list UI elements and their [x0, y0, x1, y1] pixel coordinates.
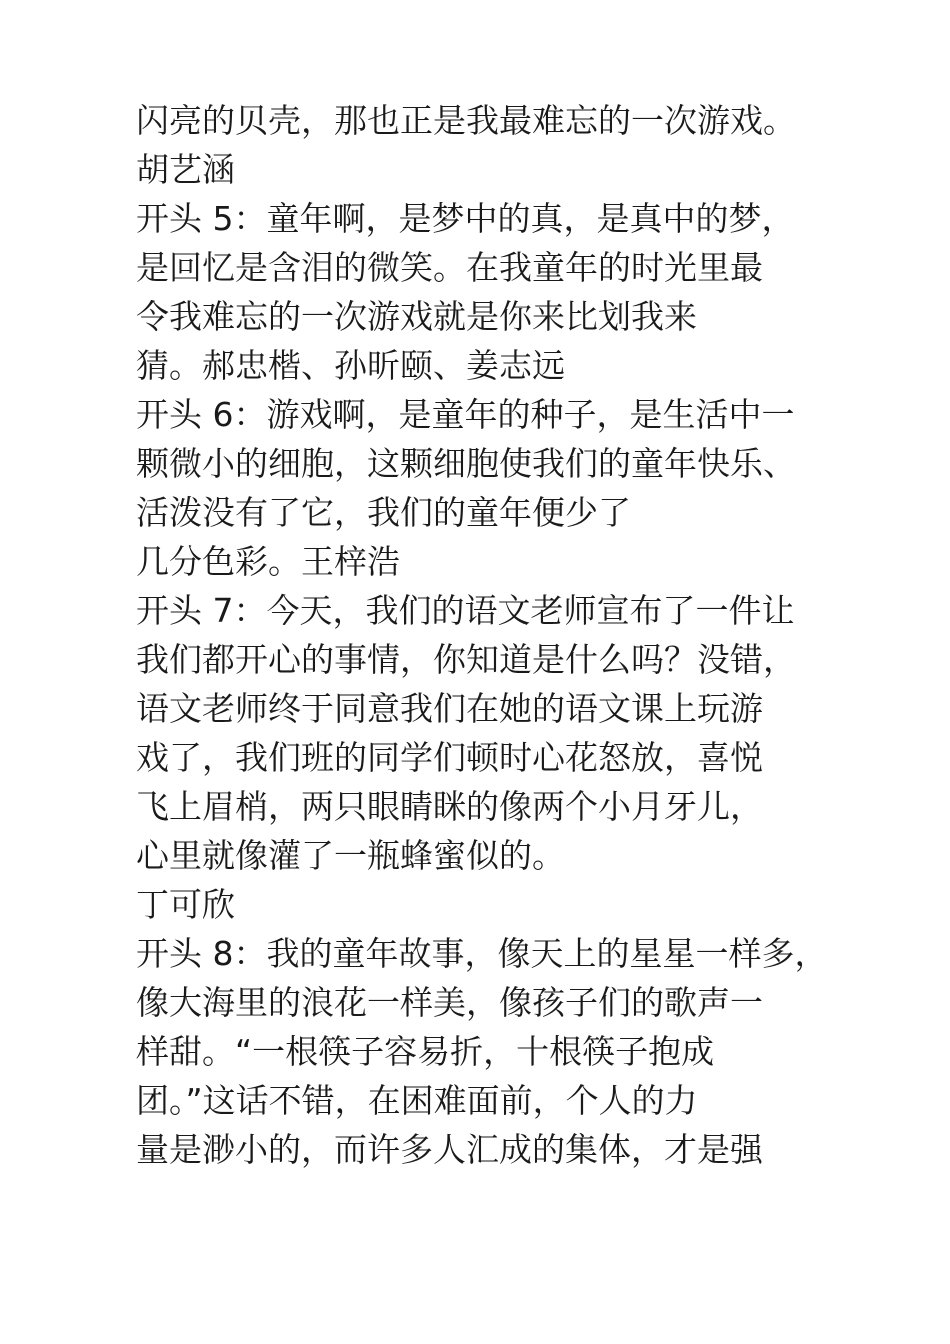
text-line: 样甜。“一根筷子容易折，十根筷子抱成	[136, 1032, 715, 1071]
text-line: 猜。郝忠楷、孙昕颐、姜志远	[136, 346, 565, 385]
text-line: 我们都开心的事情，你知道是什么吗？没错，	[136, 640, 796, 679]
text-line: 像大海里的浪花一样美，像孩子们的歌声一	[136, 983, 763, 1022]
text-line: 戏了，我们班的同学们顿时心花怒放，喜悦	[136, 738, 763, 777]
text-line: 颗微小的细胞，这颗细胞使我们的童年快乐、	[136, 444, 796, 483]
author-line: 丁可欣	[136, 885, 235, 924]
text-line: 开头 7：今天，我们的语文老师宣布了一件让	[136, 591, 795, 630]
text-line: 飞上眉梢，两只眼睛眯的像两个小月牙儿，	[136, 787, 763, 826]
author-line: 胡艺涵	[136, 150, 235, 189]
text-line: 开头 5：童年啊，是梦中的真，是真中的梦，	[136, 199, 795, 238]
text-line: 闪亮的贝壳，那也正是我最难忘的一次游戏。	[136, 101, 796, 140]
text-line: 心里就像灌了一瓶蜂蜜似的。	[136, 836, 565, 875]
text-line: 是回忆是含泪的微笑。在我童年的时光里最	[136, 248, 763, 287]
text-line: 几分色彩。王梓浩	[136, 542, 400, 581]
text-line: 团。”这话不错，在困难面前，个人的力	[136, 1081, 698, 1120]
text-line: 语文老师终于同意我们在她的语文课上玩游	[136, 689, 763, 728]
document-body	[136, 96, 856, 1174]
text-line: 令我难忘的一次游戏就是你来比划我来	[136, 297, 697, 336]
text-line: 开头 6：游戏啊，是童年的种子，是生活中一	[136, 395, 795, 434]
text-line: 活泼没有了它，我们的童年便少了	[136, 493, 631, 532]
text-line: 开头 8：我的童年故事，像天上的星星一样多，	[136, 934, 828, 973]
text-line: 量是渺小的，而许多人汇成的集体，才是强	[136, 1130, 763, 1169]
